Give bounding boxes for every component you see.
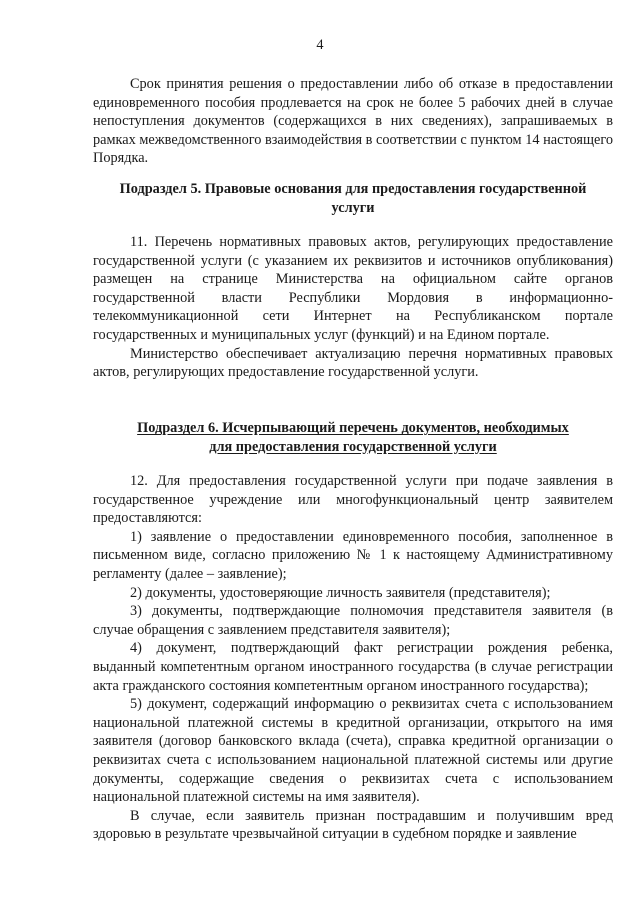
heading-line: Подраздел 5. Правовые основания для предоставления государственной bbox=[119, 181, 587, 197]
section-5-body bbox=[93, 233, 613, 382]
paragraph: Министерство обеспечивает актуализацию перечня нормативных правовых актов, регулирующих предоставление государственной услуги. bbox=[93, 345, 613, 381]
paragraph: В случае, если заявитель признан пострадавшим и получившим вред здоровью в результате чрезвычайной ситуации в судебном порядке и заявление bbox=[93, 807, 613, 843]
heading-line: услуги bbox=[331, 199, 375, 216]
list-item: 1) заявление о предоставлении единовременного пособия, заполненное в письменном виде, согласно приложению № 1 к настоящему Административному регламенту (далее – заявление); bbox=[93, 528, 613, 582]
section-5-heading bbox=[93, 180, 613, 217]
section-6-heading bbox=[93, 419, 613, 456]
list-item: 3) документы, подтверждающие полномочия представителя заявителя (в случае обращения с заявлением представителя заявителя); bbox=[93, 603, 613, 638]
list-item: 4) документ, подтверждающий факт регистрации рождения ребенка, выданный компетентным органом иностранного государства (в случае регистрации акта гражданского состояния компетентным органом иностранного государства); bbox=[93, 640, 613, 694]
heading-line: для предоставления государственной услуги bbox=[209, 438, 497, 455]
paragraph: Срок принятия решения о предоставлении либо об отказе в предоставлении единовременного пособия продлевается на срок не более 5 рабочих дней в случае непоступления документов (содержащихся в них сведениях), запрашиваемых в рамках межведомственного взаимодействия в соответствии с пунктом 14 настоящего Порядка. bbox=[93, 76, 613, 167]
section-6-body bbox=[93, 472, 613, 844]
list-item: 2) документы, удостоверяющие личность заявителя (представителя); bbox=[130, 584, 551, 601]
list-item: 5) документ, содержащий информацию о реквизитах счета с использованием национальной платежной системы в кредитной организации, открытого на имя заявителя (договор банковского вклада (счета), справка кредитной организации о реквизитах счета с использованием национальной платежной системы или другие документы, содержащие сведения о реквизитах счета с использованием национальной платежной системы на имя заявителя). bbox=[93, 696, 613, 806]
heading-line: Подраздел 6. Исчерпывающий перечень документов, необходимых bbox=[137, 420, 569, 436]
intro-block bbox=[93, 75, 613, 168]
paragraph: 11. Перечень нормативных правовых актов, регулирующих предоставление государственной услуги (с указанием их реквизитов и источников опубликования) размещен на странице Министерства на официальном сайте органов государственной власти Республики Мордовия в информационно-телекоммуникационной сети Интернет на Республиканском портале государственных и муниципальных услуг (функций) и на Едином портале. bbox=[93, 234, 613, 343]
paragraph: 12. Для предоставления государственной услуги при подаче заявления в государственное учреждение или многофункциональный центр заявителем предоставляются: bbox=[93, 473, 613, 527]
page-number: 4 bbox=[316, 37, 324, 53]
